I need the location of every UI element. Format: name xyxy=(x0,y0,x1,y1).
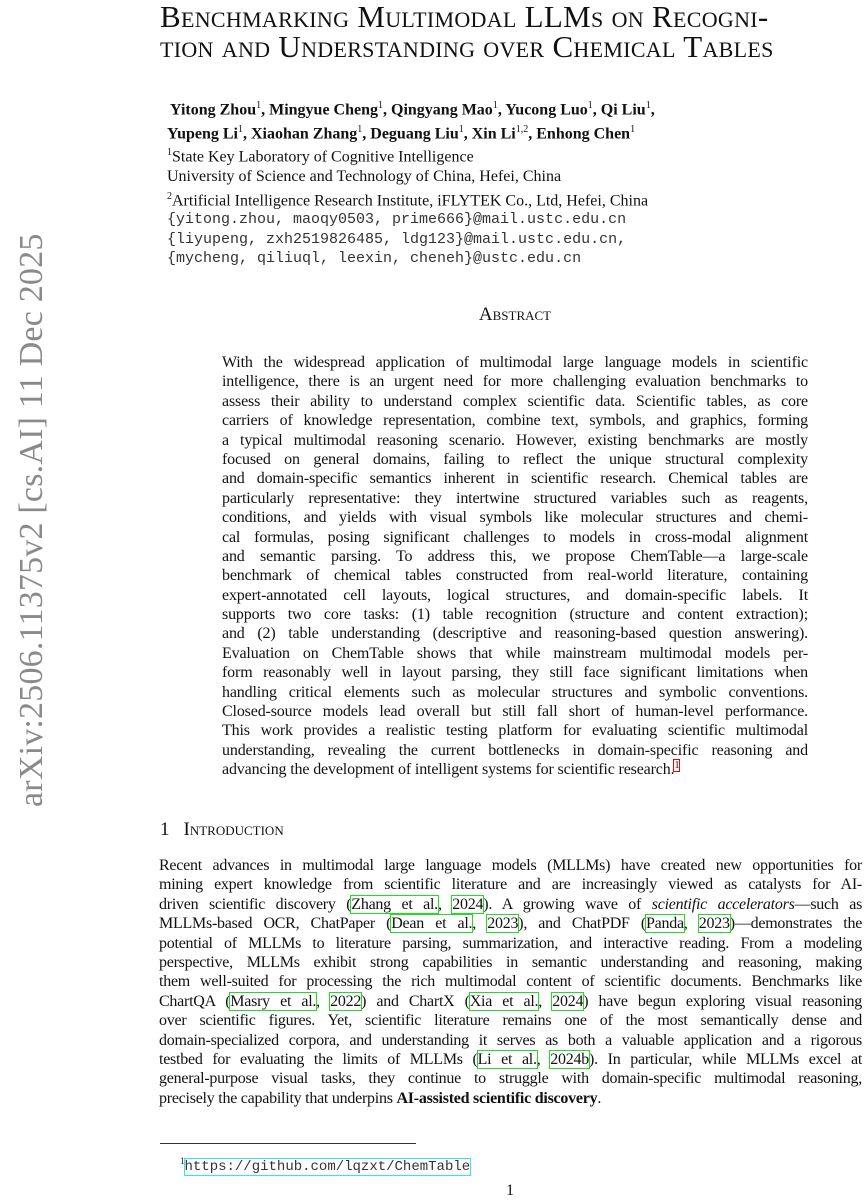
introduction-line xyxy=(159,972,862,991)
footnote xyxy=(180,1156,470,1175)
body-text: , xyxy=(437,895,453,913)
abstract-line xyxy=(222,683,808,702)
body-text: MLLMs-based OCR, ChatPaper ( xyxy=(159,915,392,933)
author-name: Qi Liu xyxy=(600,101,646,119)
abstract-text: a typical multimodal reasoning scenario. However, existing benchmarks are mostly xyxy=(222,431,808,449)
abstract-line xyxy=(222,721,808,740)
abstract-text: conditions, and yields with visual symbols like molecular structures and chemi- xyxy=(222,509,808,527)
author-name: Qingyang Mao xyxy=(391,101,493,119)
affiliation-mark: 1 xyxy=(238,123,243,135)
affiliation-mark: 1 xyxy=(256,100,262,111)
bold-text: AI-assisted scientific discovery xyxy=(396,1089,598,1107)
section-title: Introduction xyxy=(183,819,284,840)
title-line: Benchmarking Multimodal LLMs on Recogni- xyxy=(160,0,769,34)
arxiv-identifier: arXiv:2506.11375v2 [cs.AI] 11 Dec 2025 xyxy=(13,233,50,807)
body-text: domain-specialized corpora, and understanding it serves as both a valuable application and a rigorous xyxy=(159,1031,862,1049)
author-block xyxy=(167,96,655,269)
footnote-mark: 1 xyxy=(180,1156,185,1166)
body-text: ) have begun exploring visual reasoning xyxy=(583,992,863,1010)
body-text: potential of MLLMs to literature parsing, summarization, and interactive reading. From a modeling xyxy=(159,934,862,952)
body-text: , xyxy=(538,992,553,1010)
citation-link[interactable]: 2023 xyxy=(698,915,730,933)
body-text: , xyxy=(316,992,331,1010)
body-text: ). In particular, while MLLMs excel at xyxy=(589,1050,863,1068)
citation-link[interactable]: Xia et al. xyxy=(469,992,539,1010)
abstract-line xyxy=(222,450,808,469)
affiliation-2 xyxy=(167,187,655,211)
introduction-line xyxy=(159,1050,862,1069)
abstract-text: advancing the development of intelligent systems for scientific research. xyxy=(222,761,675,779)
emphasis-text: scientific accelerators xyxy=(651,895,795,913)
body-text: , xyxy=(472,915,488,933)
abstract-heading: Abstract xyxy=(478,304,552,325)
introduction-line xyxy=(159,875,862,894)
body-text: . xyxy=(597,1089,602,1107)
abstract-text: and domain-specific semantics inherent in scientific research. Chemical tables are xyxy=(222,470,808,488)
affiliation-mark: 1 xyxy=(587,100,593,111)
abstract-text: understanding, revealing the current bottlenecks in domain-specific reasoning and xyxy=(222,741,808,759)
abstract-line xyxy=(222,528,808,547)
page-number: 1 xyxy=(506,1182,514,1199)
body-text: ). A growing wave of xyxy=(483,895,652,913)
abstract-text: cal formulas, posing significant challenges to models in cross-modal alignment xyxy=(222,528,808,546)
affiliation-mark: 1,2 xyxy=(515,123,529,135)
abstract-line xyxy=(222,624,808,643)
affiliation-mark: 2 xyxy=(167,190,172,202)
author-name: Deguang Liu xyxy=(370,125,459,143)
citation-link[interactable]: 2024 xyxy=(452,895,484,913)
body-text: ), and ChatPDF ( xyxy=(518,915,646,933)
abstract-text: and semantic parsing. To address this, we propose ChemTable—a large-scale xyxy=(222,547,808,565)
footnote-url-link[interactable]: https://github.com/lqzxt/ChemTable xyxy=(184,1158,471,1175)
introduction-line xyxy=(159,1069,862,1088)
author-name: Yucong Luo xyxy=(505,101,588,119)
citation-link[interactable]: Zhang et al. xyxy=(351,895,438,913)
citation-link[interactable]: Dean et al. xyxy=(391,915,473,933)
introduction-body xyxy=(159,856,862,1108)
body-text: , xyxy=(536,1050,551,1068)
paper-title xyxy=(160,2,860,62)
introduction-line xyxy=(159,1011,862,1030)
body-text: perspective, MLLMs exhibit strong capabilities in semantic understanding and reasoning, making xyxy=(159,953,862,971)
affiliation-text: State Key Laboratory of Cognitive Intelligence xyxy=(172,148,474,166)
abstract-text: intelligence, there is an urgent need for more challenging evaluation benchmarks to xyxy=(222,373,808,391)
author-name: Yitong Zhou xyxy=(170,101,257,119)
introduction-line xyxy=(159,914,862,933)
abstract-text: form reasonably well in layout parsing, they still face significant limitations when xyxy=(222,664,808,682)
footnote-divider xyxy=(160,1143,416,1144)
author-name: Yupeng Li xyxy=(167,125,238,143)
affiliation-mark: 1 xyxy=(492,100,498,111)
introduction-line xyxy=(159,895,862,914)
body-text: general-purpose visual tasks, they continue to struggle with domain-specific multimodal reasoning, xyxy=(159,1070,862,1088)
citation-link[interactable]: 2024 xyxy=(552,992,584,1010)
author-name: Xiaohan Zhang xyxy=(251,125,358,143)
abstract-text: carriers of knowledge representation, combine text, symbols, and graphics, forming xyxy=(222,412,808,430)
abstract-text: handling critical elements such as molecular structures and symbolic conventions. xyxy=(222,683,808,701)
abstract-line xyxy=(222,663,808,682)
body-text: testbed for evaluating the limits of MLLMs ( xyxy=(159,1050,478,1068)
author-name: Mingyue Cheng xyxy=(269,101,379,119)
abstract-line xyxy=(222,586,808,605)
abstract-text: Closed-source models lead overall but still fall short of human-level performance. xyxy=(222,703,808,721)
author-line: Yitong Zhou$^1$, Mingyue Cheng$^1$, Qingyang Mao$^1$, Yucong Luo$^1$, Qi Liu$^1$, xyxy=(170,100,655,119)
abstract-line xyxy=(222,469,808,488)
body-text: )—demonstrates the xyxy=(729,915,863,933)
body-text: —such as xyxy=(794,895,863,913)
abstract-text: supports two core tasks: (1) table recognition (structure and content extraction); xyxy=(222,606,808,624)
citation-link[interactable]: Li et al. xyxy=(477,1050,537,1068)
footnote-link[interactable]: 1 xyxy=(674,759,680,771)
citation-link[interactable]: 2023 xyxy=(487,915,519,933)
abstract-text: Evaluation on ChemTable shows that while mainstream multimodal models per- xyxy=(222,644,808,662)
email-line: {yitong.zhou, maoqy0503, prime666}@mail.ustc.edu.cn xyxy=(167,211,627,229)
abstract-line xyxy=(222,353,808,372)
body-text: driven scientific discovery ( xyxy=(159,895,352,913)
abstract-line xyxy=(222,411,808,430)
citation-link[interactable]: 2022 xyxy=(330,992,362,1010)
citation-link[interactable]: Masry et al. xyxy=(230,992,317,1010)
abstract-text: This work provides a realistic testing platform for evaluating scientific multimodal xyxy=(222,722,808,740)
affiliation-mark: 1 xyxy=(378,100,384,111)
body-text: them well-suited for processing the rich multimodal content of scientific documents. Benchmarks like xyxy=(159,973,862,991)
citation-link[interactable]: Panda xyxy=(645,915,684,933)
abstract-text: assess their ability to understand complex scientific data. Scientific tables, as core xyxy=(222,392,808,410)
introduction-line xyxy=(159,1031,862,1050)
affiliation-1 xyxy=(167,143,655,167)
abstract-line xyxy=(222,547,808,566)
body-text: precisely the capability that underpins xyxy=(159,1089,397,1107)
section-number: 1 xyxy=(160,819,170,840)
affiliation-mark: 1 xyxy=(645,100,651,111)
abstract-line xyxy=(222,741,808,760)
abstract-line xyxy=(222,566,808,585)
affiliation-mark: 1 xyxy=(458,123,464,135)
citation-link[interactable]: 2024b xyxy=(550,1050,590,1068)
abstract-line xyxy=(222,372,808,391)
affiliation-text: Artificial Intelligence Research Institute, iFLYTEK Co., Ltd, Hefei, China xyxy=(172,191,649,209)
abstract-line xyxy=(222,508,808,527)
author-name: Xin Li xyxy=(471,125,516,143)
author-name: Enhong Chen xyxy=(536,125,631,143)
abstract-line xyxy=(222,431,808,450)
abstract-text: and (2) table understanding (descriptive and reasoning-based question answering). xyxy=(222,625,808,643)
abstract-line xyxy=(222,392,808,411)
body-text: mining expert knowledge from scientific literature and are increasingly viewed as catalysts for AI- xyxy=(159,876,862,894)
introduction-line xyxy=(159,934,862,953)
body-text: over scientific figures. Yet, scientific literature remains one of the most semantically dense and xyxy=(159,1012,862,1030)
email-line: {mycheng, qiliuql, leexin, cheneh}@ustc.edu.cn xyxy=(167,250,582,268)
introduction-line xyxy=(159,856,862,875)
abstract-text: With the widespread application of multimodal large language models in scientific xyxy=(222,354,808,371)
body-text: , xyxy=(683,915,699,933)
abstract-body xyxy=(222,353,808,780)
abstract-line xyxy=(222,489,808,508)
introduction-line xyxy=(159,1089,862,1108)
abstract-text: expert-annotated cell layouts, logical structures, and domain-specific labels. It xyxy=(222,586,808,604)
affiliation-mark: 1 xyxy=(630,123,636,135)
abstract-line xyxy=(222,702,808,721)
author-line: Yupeng Li$^1$, Xiaohan Zhang$^1$, Deguang Liu$^1$, Xin Li$^{1,2}$, Enhong Chen$^1$ xyxy=(167,123,636,143)
section-heading-introduction xyxy=(160,819,284,841)
affiliation-1b: University of Science and Technology of China, Hefei, China xyxy=(167,168,562,186)
title-line: tion and Understanding over Chemical Tables xyxy=(160,29,774,64)
introduction-line xyxy=(159,953,862,972)
abstract-text: particularly representative: they intertwine structured variables such as reagents, xyxy=(222,489,808,507)
abstract-line xyxy=(222,760,808,779)
affiliation-mark: 1 xyxy=(167,147,172,159)
introduction-line xyxy=(159,992,862,1011)
abstract-line xyxy=(222,605,808,624)
affiliation-mark: 1 xyxy=(357,123,363,135)
abstract-line xyxy=(222,644,808,663)
body-text: ChartQA ( xyxy=(159,992,231,1010)
body-text: ) and ChartX ( xyxy=(361,992,470,1010)
abstract-text: focused on general domains, failing to reflect the unique structural complexity xyxy=(222,450,808,468)
body-text: Recent advances in multimodal large language models (MLLMs) have created new opportunities for xyxy=(159,857,862,874)
abstract-text: benchmark of chemical tables constructed from real-world literature, containing xyxy=(222,567,808,585)
email-line: {liyupeng, zxh2519826485, ldg123}@mail.ustc.edu.cn, xyxy=(167,230,627,248)
